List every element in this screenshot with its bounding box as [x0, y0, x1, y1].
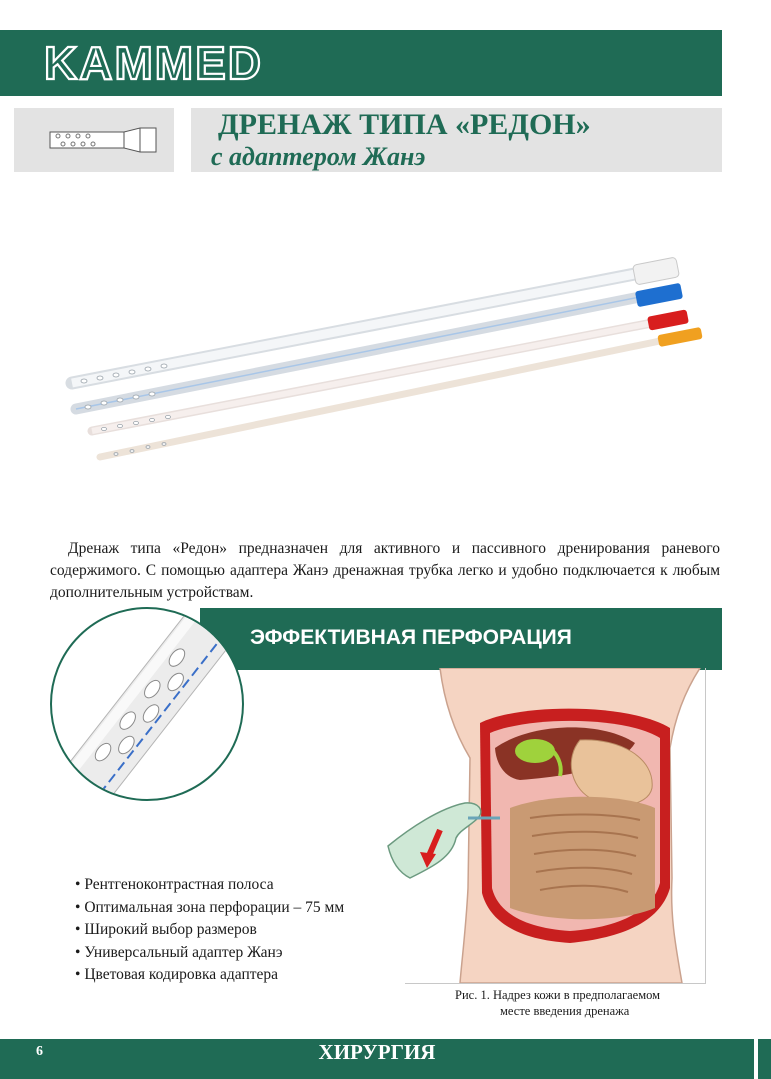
figure-caption-line2: месте введения дренажа [500, 1004, 630, 1018]
drain-thumbnail-icon [14, 108, 174, 172]
list-item: • Рентгеноконтрастная полоса [75, 874, 344, 897]
section-title: ХИРУРГИЯ [318, 1040, 436, 1064]
figure-caption-line1: Рис. 1. Надрез кожи в предполагаемом [455, 988, 661, 1002]
product-description: Дренаж типа «Редон» предназначен для активного и пассивного дренирования раневого содержимого. С помощью адаптера Жанэ дренажная трубка легко и удобно подключается к любым дополнительным устройствам. [50, 540, 720, 601]
perforation-heading: ЭФФЕКТИВНАЯ ПЕРФОРАЦИЯ [250, 626, 572, 649]
perforation-closeup [50, 607, 244, 801]
drain-tubes-photo [60, 245, 720, 475]
abdomen-anatomy-illustration [370, 668, 710, 983]
footer-stripe [758, 1039, 771, 1079]
page-number: 6 [36, 1044, 43, 1059]
page-title: ДРЕНАЖ ТИПА «РЕДОН» [218, 108, 591, 141]
list-item: • Цветовая кодировка адаптера [75, 964, 344, 987]
list-item: • Оптимальная зона перфорации – 75 мм [75, 897, 344, 920]
list-item: • Универсальный адаптер Жанэ [75, 942, 344, 965]
list-item: • Широкий выбор размеров [75, 919, 344, 942]
kammed-logo [40, 38, 340, 88]
page-subtitle: с адаптером Жанэ [211, 142, 426, 171]
perforated-tube-closeup-image [52, 609, 242, 799]
logo-text: KAMMED [44, 38, 263, 88]
features-list [75, 874, 344, 987]
